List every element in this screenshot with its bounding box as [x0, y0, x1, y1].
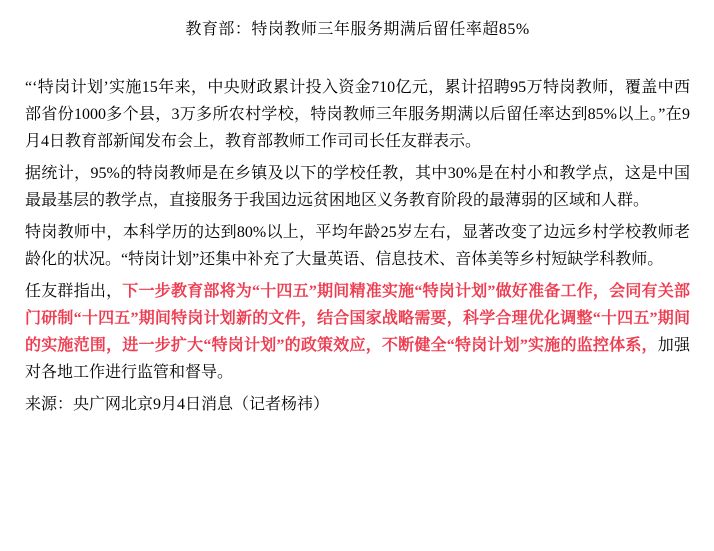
paragraph: [25, 160, 690, 214]
body-text: 据统计，95%的特岗教师是在乡镇及以下的学校任教，其中30%是在村小和教学点，这是中国最最基层的教学点，直接服务于我国边远贫困地区义务教育阶段的最薄弱的区域和人群。: [25, 165, 690, 209]
body-text: 来源：央广网北京9月4日消息（记者杨祎）: [25, 396, 330, 413]
article-body: [25, 74, 690, 418]
highlighted-text: 下一步教育部将为“十四五”期间精准实施“特岗计划”做好准备工作，会同有关部门研制“十四五”期间特岗计划新的文件，结合国家战略需要，科学合理优化调整“十四五”期间的实施范围，进一步扩大“特岗计划”的政策效应，不断健全“特岗计划”实施的监控体系，: [25, 283, 690, 354]
source-line: [25, 391, 690, 418]
body-text: “‘特岗计划’实施15年来，中央财政累计投入资金710亿元，累计招聘95万特岗教师，覆盖中西部省份1000多个县，3万多所农村学校，特岗教师三年服务期满以后留任率达到85%以上。”在9月4日教育部新闻发布会上，教育部教师工作司司长任友群表示。: [25, 79, 690, 150]
paragraph: [25, 219, 690, 273]
paragraph: [25, 74, 690, 155]
paragraph: [25, 278, 690, 386]
body-text: 加强对各地工作进行监管和督导。: [25, 337, 690, 381]
body-text: 特岗教师中，本科学历的达到80%以上，平均年龄25岁左右，显著改变了边远乡村学校教师老龄化的状况。“特岗计划”还集中补充了大量英语、信息技术、音体美等乡村短缺学科教师。: [25, 224, 690, 268]
article-title: 教育部：特岗教师三年服务期满后留任率超85%: [185, 21, 530, 38]
body-text: 任友群指出，: [25, 283, 123, 300]
